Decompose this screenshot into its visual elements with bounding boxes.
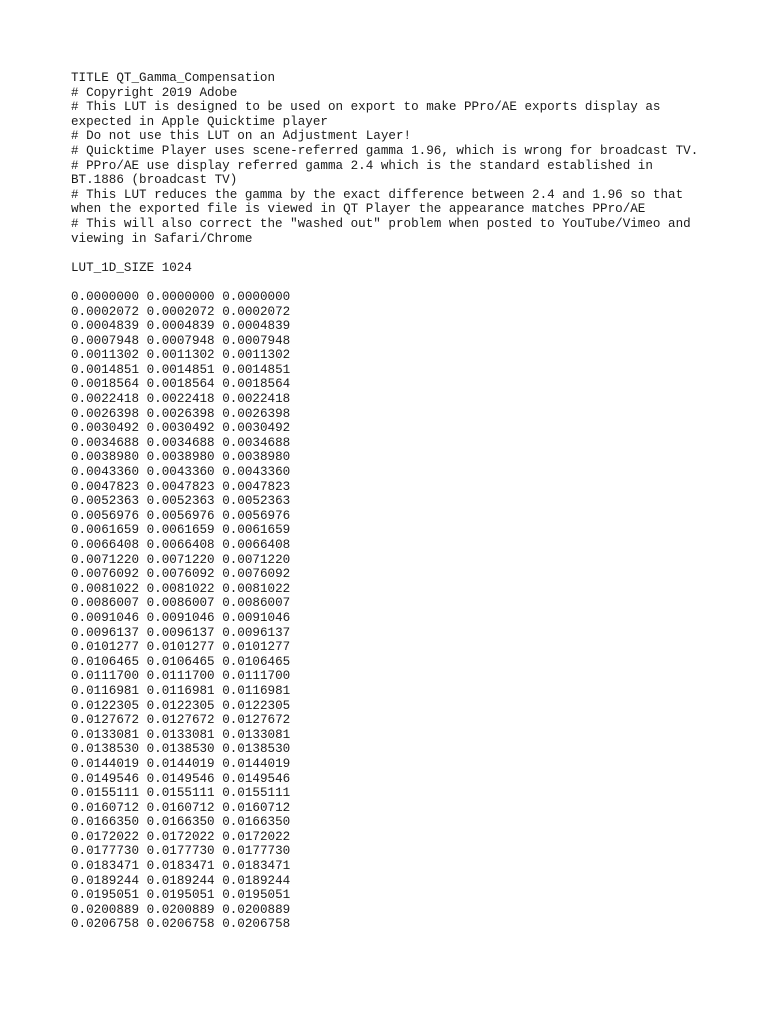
lut-red-value: 0.0200889 [71, 902, 140, 917]
lut-row [71, 684, 711, 699]
lut-row [71, 436, 711, 451]
lut-row [71, 392, 711, 407]
lut-blue-value: 0.0081022 [222, 581, 291, 596]
lut-red-value: 0.0111700 [71, 669, 140, 684]
lut-row [71, 348, 711, 363]
lut-green-value: 0.0206758 [146, 917, 215, 932]
blank-line [71, 246, 711, 261]
lut-row [71, 655, 711, 670]
lut-document [71, 71, 711, 932]
lut-red-value: 0.0071220 [71, 552, 140, 567]
lut-blue-value: 0.0086007 [222, 596, 291, 611]
lut-blue-value: 0.0014851 [222, 362, 291, 377]
lut-green-value: 0.0127672 [146, 713, 215, 728]
lut-blue-value: 0.0043360 [222, 465, 291, 480]
lut-green-value: 0.0014851 [146, 362, 215, 377]
lut-green-value: 0.0144019 [146, 756, 215, 771]
lut-red-value: 0.0002072 [71, 304, 140, 319]
lut-red-value: 0.0022418 [71, 392, 140, 407]
lut-green-value: 0.0007948 [146, 333, 215, 348]
lut-green-value: 0.0071220 [146, 552, 215, 567]
lut-blue-value: 0.0047823 [222, 479, 291, 494]
lut-green-value: 0.0116981 [146, 683, 215, 698]
comment-line: # Do not use this LUT on an Adjustment Layer! [71, 129, 412, 144]
lut-blue-value: 0.0007948 [222, 333, 291, 348]
lut-red-value: 0.0038980 [71, 450, 140, 465]
lut-blue-value: 0.0000000 [222, 289, 291, 304]
lut-row [71, 669, 711, 684]
lut-red-value: 0.0133081 [71, 727, 140, 742]
lut-green-value: 0.0101277 [146, 640, 215, 655]
lut-row [71, 859, 711, 874]
lut-green-value: 0.0200889 [146, 902, 215, 917]
lut-row [71, 713, 711, 728]
lut-red-value: 0.0155111 [71, 786, 140, 801]
lut-header [71, 71, 711, 246]
lut-blue-value: 0.0101277 [222, 640, 291, 655]
lut-red-value: 0.0043360 [71, 465, 140, 480]
lut-red-value: 0.0116981 [71, 683, 140, 698]
lut-red-value: 0.0052363 [71, 494, 140, 509]
lut-blue-value: 0.0061659 [222, 523, 291, 538]
lut-red-value: 0.0026398 [71, 406, 140, 421]
lut-row [71, 917, 711, 932]
lut-green-value: 0.0195051 [146, 888, 215, 903]
lut-blue-value: 0.0022418 [222, 392, 291, 407]
lut-blue-value: 0.0091046 [222, 610, 291, 625]
lut-red-value: 0.0149546 [71, 771, 140, 786]
lut-red-value: 0.0076092 [71, 567, 140, 582]
lut-green-value: 0.0056976 [146, 508, 215, 523]
lut-title-line: TITLE QT_Gamma_Compensation [71, 71, 276, 85]
lut-row [71, 494, 711, 509]
lut-row [71, 450, 711, 465]
lut-row [71, 334, 711, 349]
lut-green-value: 0.0052363 [146, 494, 215, 509]
lut-row [71, 509, 711, 524]
lut-blue-value: 0.0106465 [222, 654, 291, 669]
lut-red-value: 0.0206758 [71, 917, 140, 932]
lut-green-value: 0.0047823 [146, 479, 215, 494]
lut-row [71, 538, 711, 553]
lut-blue-value: 0.0127672 [222, 713, 291, 728]
lut-red-value: 0.0086007 [71, 596, 140, 611]
lut-row [71, 290, 711, 305]
lut-blue-value: 0.0138530 [222, 742, 291, 757]
lut-green-value: 0.0189244 [146, 873, 215, 888]
lut-red-value: 0.0018564 [71, 377, 140, 392]
lut-row [71, 567, 711, 582]
lut-blue-value: 0.0122305 [222, 698, 291, 713]
lut-row [71, 830, 711, 845]
lut-blue-value: 0.0195051 [222, 888, 291, 903]
lut-red-value: 0.0160712 [71, 800, 140, 815]
lut-red-value: 0.0195051 [71, 888, 140, 903]
lut-blue-value: 0.0096137 [222, 625, 291, 640]
lut-green-value: 0.0122305 [146, 698, 215, 713]
lut-blue-value: 0.0155111 [222, 786, 291, 801]
lut-row [71, 305, 711, 320]
lut-row [71, 523, 711, 538]
comment-line: expected in Apple Quicktime player [71, 114, 328, 129]
lut-row [71, 815, 711, 830]
lut-blue-value: 0.0056976 [222, 508, 291, 523]
lut-green-value: 0.0177730 [146, 844, 215, 859]
lut-row [71, 728, 711, 743]
lut-green-value: 0.0043360 [146, 465, 215, 480]
lut-row [71, 844, 711, 859]
lut-row [71, 480, 711, 495]
lut-green-value: 0.0004839 [146, 319, 215, 334]
lut-data-table [71, 290, 711, 932]
lut-green-value: 0.0061659 [146, 523, 215, 538]
lut-green-value: 0.0106465 [146, 654, 215, 669]
lut-green-value: 0.0091046 [146, 610, 215, 625]
comment-line: # This LUT is designed to be used on export to make PPro/AE exports display as [71, 100, 661, 115]
lut-blue-value: 0.0052363 [222, 494, 291, 509]
lut-blue-value: 0.0038980 [222, 450, 291, 465]
lut-blue-value: 0.0030492 [222, 421, 291, 436]
lut-green-value: 0.0138530 [146, 742, 215, 757]
lut-red-value: 0.0081022 [71, 581, 140, 596]
lut-green-value: 0.0030492 [146, 421, 215, 436]
lut-red-value: 0.0138530 [71, 742, 140, 757]
lut-green-value: 0.0081022 [146, 581, 215, 596]
lut-blue-value: 0.0189244 [222, 873, 291, 888]
lut-red-value: 0.0091046 [71, 610, 140, 625]
lut-row [71, 363, 711, 378]
lut-red-value: 0.0030492 [71, 421, 140, 436]
lut-blue-value: 0.0149546 [222, 771, 291, 786]
lut-blue-value: 0.0071220 [222, 552, 291, 567]
comment-line: # This will also correct the "washed out" problem when posted to YouTube/Vimeo and [71, 216, 691, 231]
lut-blue-value: 0.0066408 [222, 538, 291, 552]
lut-green-value: 0.0026398 [146, 406, 215, 421]
lut-row [71, 582, 711, 597]
lut-row [71, 407, 711, 422]
lut-green-value: 0.0002072 [146, 304, 215, 319]
lut-green-value: 0.0011302 [146, 348, 215, 363]
lut-red-value: 0.0007948 [71, 333, 140, 348]
lut-blue-value: 0.0034688 [222, 435, 291, 450]
lut-green-value: 0.0034688 [146, 435, 215, 450]
lut-green-value: 0.0172022 [146, 829, 215, 844]
lut-row [71, 874, 711, 889]
lut-red-value: 0.0127672 [71, 713, 140, 728]
lut-red-value: 0.0034688 [71, 435, 140, 450]
lut-blue-value: 0.0002072 [222, 304, 291, 319]
lut-row [71, 640, 711, 655]
lut-row [71, 742, 711, 757]
lut-red-value: 0.0177730 [71, 844, 140, 859]
lut-blue-value: 0.0116981 [222, 683, 291, 698]
lut-green-value: 0.0149546 [146, 771, 215, 786]
lut-red-value: 0.0061659 [71, 523, 140, 538]
lut-blue-value: 0.0200889 [222, 902, 291, 917]
lut-blue-value: 0.0160712 [222, 800, 291, 815]
lut-red-value: 0.0172022 [71, 829, 140, 844]
comment-line: # Quicktime Player uses scene-referred gamma 1.96, which is wrong for broadcast TV. [71, 143, 699, 158]
lut-blue-value: 0.0133081 [222, 727, 291, 742]
lut-row [71, 757, 711, 772]
lut-green-value: 0.0160712 [146, 800, 215, 815]
lut-red-value: 0.0096137 [71, 625, 140, 640]
comment-line: when the exported file is viewed in QT Player the appearance matches PPro/AE [71, 202, 646, 217]
lut-blue-value: 0.0183471 [222, 859, 291, 874]
lut-blue-value: 0.0166350 [222, 815, 291, 830]
comment-line: viewing in Safari/Chrome [71, 231, 253, 246]
lut-row [71, 772, 711, 787]
lut-red-value: 0.0106465 [71, 654, 140, 669]
lut-row [71, 888, 711, 903]
lut-row [71, 465, 711, 480]
lut-green-value: 0.0133081 [146, 727, 215, 742]
lut-green-value: 0.0022418 [146, 392, 215, 407]
comment-line: # Copyright 2019 Adobe [71, 85, 238, 100]
lut-red-value: 0.0047823 [71, 479, 140, 494]
lut-blue-value: 0.0144019 [222, 756, 291, 771]
lut-green-value: 0.0086007 [146, 596, 215, 611]
lut-blue-value: 0.0076092 [222, 567, 291, 582]
lut-row [71, 903, 711, 918]
lut-red-value: 0.0144019 [71, 756, 140, 771]
lut-green-value: 0.0111700 [146, 669, 215, 684]
lut-green-value: 0.0066408 [146, 538, 215, 552]
lut-red-value: 0.0101277 [71, 640, 140, 655]
lut-red-value: 0.0011302 [71, 348, 140, 363]
lut-green-value: 0.0166350 [146, 815, 215, 830]
comment-line: BT.1886 (broadcast TV) [71, 173, 238, 188]
lut-row [71, 801, 711, 816]
lut-blue-value: 0.0026398 [222, 406, 291, 421]
lut-red-value: 0.0122305 [71, 698, 140, 713]
blank-line [71, 275, 711, 290]
lut-blue-value: 0.0018564 [222, 377, 291, 392]
lut-blue-value: 0.0172022 [222, 829, 291, 844]
lut-red-value: 0.0004839 [71, 319, 140, 334]
lut-blue-value: 0.0004839 [222, 319, 291, 334]
lut-row [71, 611, 711, 626]
lut-blue-value: 0.0206758 [222, 917, 291, 932]
lut-row [71, 377, 711, 392]
lut-green-value: 0.0000000 [146, 289, 215, 304]
lut-red-value: 0.0056976 [71, 508, 140, 523]
lut-row [71, 699, 711, 714]
lut-blue-value: 0.0011302 [222, 348, 291, 363]
lut-size-line: LUT_1D_SIZE 1024 [71, 260, 192, 275]
lut-row [71, 319, 711, 334]
lut-blue-value: 0.0111700 [222, 669, 291, 684]
lut-green-value: 0.0076092 [146, 567, 215, 582]
lut-row [71, 596, 711, 611]
lut-row [71, 553, 711, 568]
lut-size-block [71, 261, 711, 276]
lut-red-value: 0.0000000 [71, 289, 140, 304]
lut-red-value: 0.0189244 [71, 873, 140, 888]
lut-row [71, 421, 711, 436]
lut-green-value: 0.0038980 [146, 450, 215, 465]
lut-green-value: 0.0155111 [146, 786, 215, 801]
lut-red-value: 0.0183471 [71, 859, 140, 874]
lut-blue-value: 0.0177730 [222, 844, 291, 859]
lut-red-value: 0.0066408 [71, 538, 140, 552]
lut-green-value: 0.0018564 [146, 377, 215, 392]
lut-red-value: 0.0014851 [71, 362, 140, 377]
lut-green-value: 0.0096137 [146, 625, 215, 640]
comment-line: # This LUT reduces the gamma by the exact difference between 2.4 and 1.96 so that [71, 187, 684, 202]
lut-row [71, 786, 711, 801]
comment-line: # PPro/AE use display referred gamma 2.4 which is the standard established in [71, 158, 653, 173]
lut-red-value: 0.0166350 [71, 815, 140, 830]
lut-green-value: 0.0183471 [146, 859, 215, 874]
lut-row [71, 626, 711, 641]
